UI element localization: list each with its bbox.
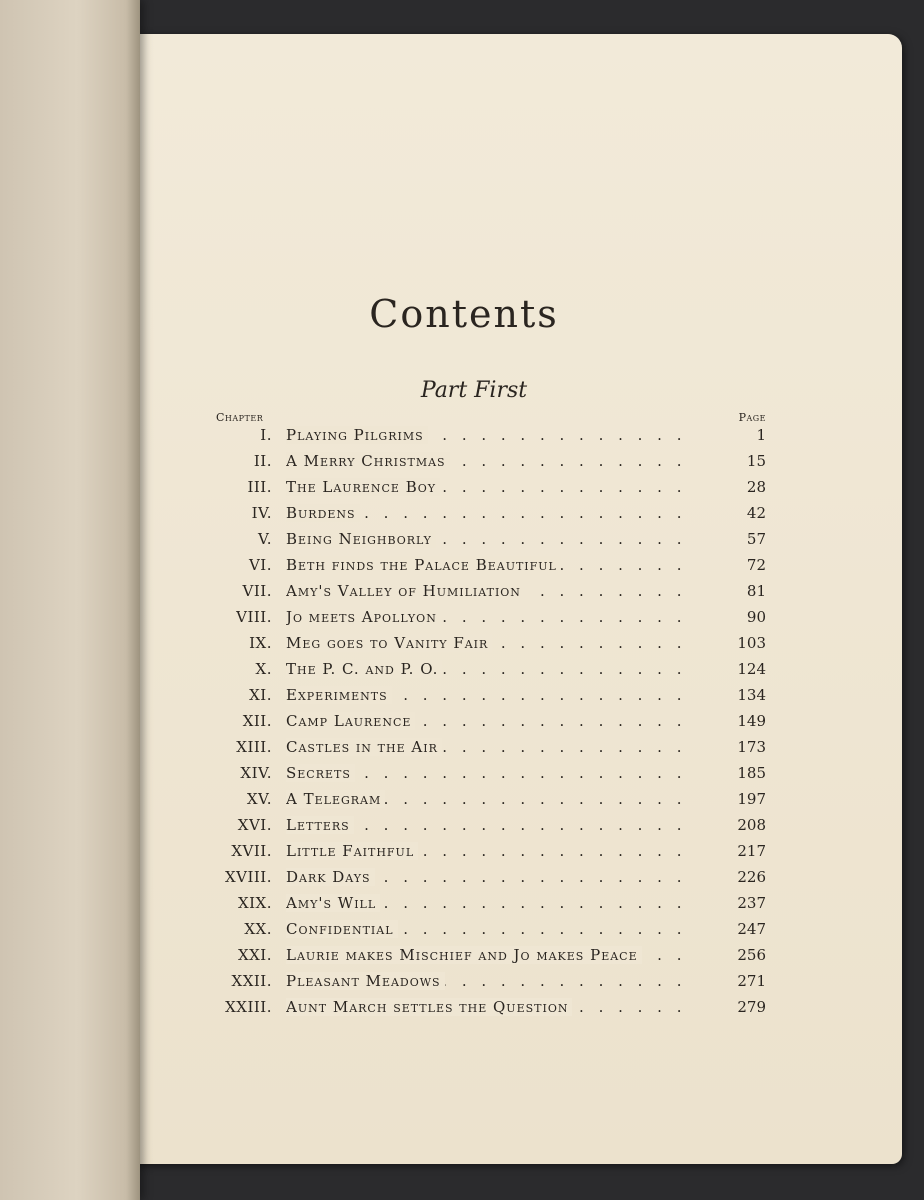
chapter-title [286,504,696,522]
chapter-number: II. [253,452,272,470]
toc-entry [134,942,902,968]
chapter-number: I. [260,426,272,444]
chapter-page-number: 217 [737,842,766,860]
toc-entry [134,422,902,448]
toc-entry [134,552,902,578]
chapter-number: VIII. [236,608,272,626]
toc-entry [134,604,902,630]
chapter-title [286,712,696,730]
chapter-title [286,686,696,704]
chapter-page-number: 90 [746,608,766,626]
chapter-title-text: Aunt March settles the Question [286,998,572,1016]
chapter-title-text: Amy's Valley of Humiliation [286,582,525,600]
toc-entry [134,656,902,682]
chapter-title [286,894,696,912]
chapter-title-text: Pleasant Meadows [286,972,445,990]
toc-entry [134,474,902,500]
toc-entry [134,760,902,786]
chapter-number: XXIII. [225,998,272,1016]
chapter-page-number: 28 [746,478,766,496]
chapter-title-text: Little Faithful [286,842,418,860]
chapter-number: III. [247,478,272,496]
chapter-title [286,660,696,678]
table-of-contents [134,422,902,1020]
chapter-number: XV. [246,790,272,808]
chapter-number: IV. [251,504,272,522]
chapter-page-number: 247 [737,920,766,938]
chapter-number: XIII. [236,738,272,756]
chapter-title [286,478,696,496]
chapter-page-number: 81 [746,582,766,600]
chapter-number: XXI. [237,946,272,964]
chapter-number: VI. [248,556,272,574]
toc-entry [134,994,902,1020]
toc-entry [134,578,902,604]
chapter-title-text: Letters [286,816,354,834]
chapter-title [286,556,696,574]
chapter-title [286,426,696,444]
chapter-number: XVIII. [224,868,272,886]
chapter-number: VII. [242,582,272,600]
chapter-title-text: A Merry Christmas [286,452,450,470]
toc-entry [134,786,902,812]
chapter-number: XI. [249,686,272,704]
page-column-header: Page [738,411,766,424]
chapter-page-number: 226 [737,868,766,886]
chapter-title [286,608,696,626]
chapter-page-number: 149 [737,712,766,730]
chapter-title-text: Burdens [286,504,360,522]
toc-entry [134,864,902,890]
chapter-number: XVII. [231,842,272,860]
chapter-number: XX. [244,920,272,938]
chapter-title-text: Being Neighborly [286,530,436,548]
chapter-number: XII. [242,712,272,730]
chapter-title [286,868,696,886]
chapter-title-text: Castles in the Air [286,738,442,756]
toc-entry [134,890,902,916]
chapter-page-number: 197 [737,790,766,808]
chapter-title-text: Confidential [286,920,398,938]
toc-entry [134,838,902,864]
chapter-page-number: 57 [746,530,766,548]
chapter-title [286,582,696,600]
page-title: Contents [369,292,559,336]
chapter-title-text: Beth finds the Palace Beautiful [286,556,561,574]
toc-entry [134,812,902,838]
chapter-title-text: Secrets [286,764,355,782]
toc-entry [134,682,902,708]
chapter-title [286,998,696,1016]
chapter-title-text: Experiments [286,686,392,704]
chapter-page-number: 134 [737,686,766,704]
chapter-title [286,842,696,860]
toc-entry [134,630,902,656]
chapter-title [286,816,696,834]
toc-entry [134,526,902,552]
chapter-number: V. [258,530,272,548]
chapter-number: XXII. [231,972,272,990]
chapter-page-number: 237 [737,894,766,912]
facing-page [0,0,140,1200]
chapter-title-text: Jo meets Apollyon [286,608,441,626]
chapter-title-text: A Telegram [286,790,385,808]
toc-entry [134,734,902,760]
chapter-page-number: 1 [756,426,766,444]
contents-page [134,34,902,1164]
chapter-title-text: Meg goes to Vanity Fair [286,634,492,652]
chapter-page-number: 271 [737,972,766,990]
chapter-title [286,920,696,938]
toc-entry [134,916,902,942]
chapter-page-number: 72 [746,556,766,574]
chapter-page-number: 185 [737,764,766,782]
chapter-page-number: 103 [737,634,766,652]
toc-entry [134,968,902,994]
toc-entry [134,448,902,474]
chapter-title-text: Amy's Will [286,894,380,912]
chapter-title [286,738,696,756]
chapter-title [286,790,696,808]
chapter-page-number: 279 [737,998,766,1016]
chapter-title [286,530,696,548]
chapter-title-text: The Laurence Boy [286,478,440,496]
chapter-number: XVI. [237,816,272,834]
chapter-page-number: 42 [746,504,766,522]
chapter-title-text: Camp Laurence [286,712,415,730]
chapter-number: XIV. [240,764,272,782]
chapter-title [286,634,696,652]
toc-entry [134,708,902,734]
chapter-page-number: 124 [737,660,766,678]
chapter-title-text: Dark Days [286,868,375,886]
chapter-page-number: 256 [737,946,766,964]
chapter-title [286,946,696,964]
chapter-title-text: Laurie makes Mischief and Jo makes Peace [286,946,642,964]
chapter-title [286,764,696,782]
chapter-column-header: Chapter [216,411,264,424]
chapter-number: IX. [249,634,272,652]
chapter-page-number: 15 [746,452,766,470]
chapter-title-text: The P. C. and P. O. [286,660,442,678]
toc-entry [134,500,902,526]
chapter-title [286,452,696,470]
chapter-number: X. [255,660,272,678]
part-heading: Part First [420,378,528,403]
chapter-title-text: Playing Pilgrims [286,426,428,444]
chapter-page-number: 208 [737,816,766,834]
chapter-number: XIX. [237,894,272,912]
chapter-page-number: 173 [737,738,766,756]
chapter-title [286,972,696,990]
